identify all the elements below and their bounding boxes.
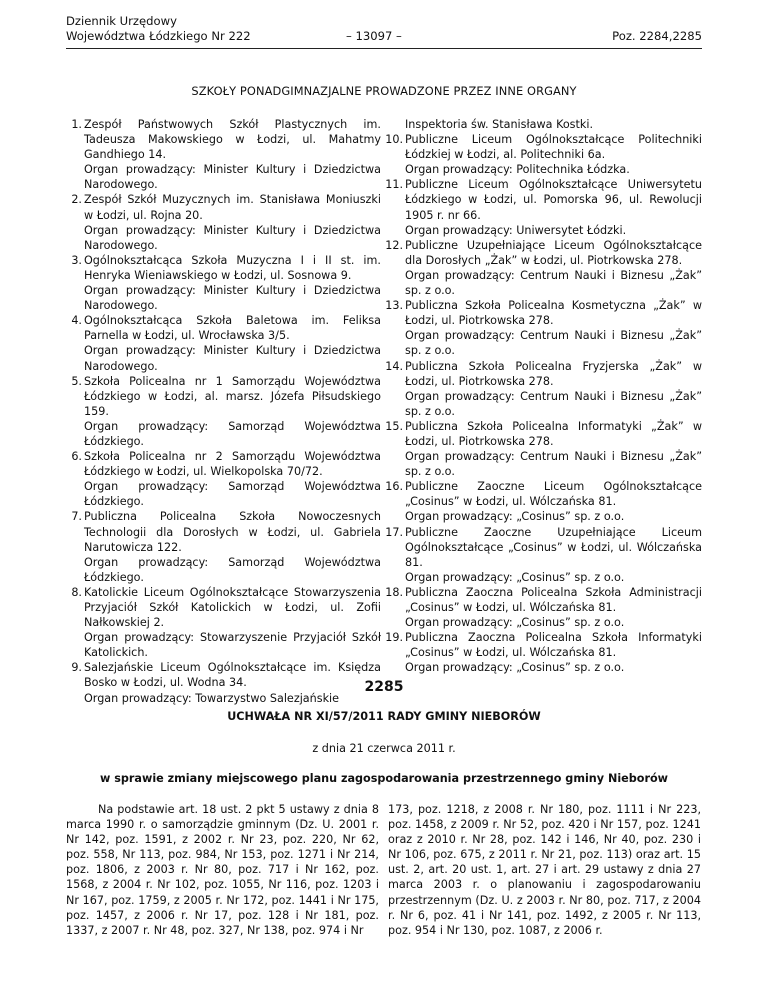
list-item-organ: Organ prowadzący: Samorząd Województwa Łódzkiego. [84,480,381,509]
list-item-organ: Organ prowadzący: Minister Kultury i Dziedzictwa Narodowego. [84,344,381,373]
list-item: 19. Publiczna Zaoczna Policealna Szkoła Informatyki „Cosinus” w Łodzi, ul. Wólczańska 81. [385,631,702,660]
act-body-left-column: Na podstawie art. 18 ust. 2 pkt 5 ustawy z dnia 8 marca 1990 r. o samorządzie gminnym (Dz. U. 2001 r. Nr 142, poz. 1591, z 2002 r. Nr 23, poz. 220, Nr 62, poz. 558, Nr 113, poz. 984, Nr 153, poz. 1271 i Nr 214, poz. 1806, z 2003 r. Nr 80, poz. 717 i Nr 162, poz. 1568, z 2004 r. Nr 102, poz. 1055, Nr 116, poz. 1203 i Nr 167, poz. 1759, z 2005 r. Nr 172, poz. 1441 i Nr 175, poz. 1457, z 2006 r. Nr 17, poz. 128 i Nr 181, poz. 1337, z 2007 r. Nr 48, poz. 327, Nr 138, poz. 974 i Nr [66,803,379,937]
list-item-organ: Organ prowadzący: Minister Kultury i Dziedzictwa Narodowego. [84,284,381,313]
journal-title-line2: Województwa Łódzkiego Nr 222 [66,29,251,43]
list-item-organ: Organ prowadzący: „Cosinus” sp. z o.o. [405,570,625,584]
act-body-right-column: 173, poz. 1218, z 2008 r. Nr 180, poz. 1111 i Nr 223, poz. 1458, z 2009 r. Nr 52, poz. 420 i Nr 157, poz. 1241 oraz z 2010 r. Nr 28, poz. 142 i 146, Nr 40, poz. 230 i Nr 106, poz. 675, z 2011 r. Nr 21, poz. 113) oraz art. 15 ust. 2, art. 20 ust. 1, art. 27 i art. 29 ustawy z dnia 27 marca 2003 r. o planowaniu i zagospodarowaniu przestrzennym (Dz. U. z 2003 r. Nr 80, poz. 717, z 2004 r. Nr 6, poz. 41 i Nr 141, poz. 1492, z 2005 r. Nr 113, poz. 954 i Nr 130, poz. 1087, z 2006 r. [388,803,701,937]
header-rule [66,48,702,49]
list-item-organ: Organ prowadzący: Samorząd Województwa Łódzkiego. [84,555,381,584]
list-item: 14. Publiczna Szkoła Policealna Fryzjerska „Żak” w Łodzi, ul. Piotrkowska 278. [385,359,702,388]
journal-title-line1: Dziennik Urzędowy [66,14,177,28]
school-list-left-column [66,117,381,706]
list-item: 9. Salezjańskie Liceum Ogólnokształcące im. Księdza Bosko w Łodzi, ul. Wodna 34. [71,661,381,690]
list-item-organ: Organ prowadzący: Uniwersytet Łódzki. [405,223,627,237]
list-item-organ: Organ prowadzący: Stowarzyszenie Przyjaciół Szkół Katolickich. [84,631,381,660]
list-item-organ: Organ prowadzący: Politechnika Łódzka. [405,163,630,177]
list-item: 8. Katolickie Liceum Ogólnokształcące Stowarzyszenia Przyjaciół Szkół Katolickich w Łodzi, ul. Zofii Nałkowskiej 2. [71,585,381,630]
list-item-organ: Organ prowadzący: Centrum Nauki i Biznesu „Żak” sp. z o.o. [405,329,702,358]
list-item-organ: Organ prowadzący: Minister Kultury i Dziedzictwa Narodowego. [84,223,381,252]
list-item: 15. Publiczna Szkoła Policealna Informatyki „Żak” w Łodzi, ul. Piotrkowska 278. [385,419,702,448]
list-item: 7. Publiczna Policealna Szkoła Nowoczesnych Technologii dla Dorosłych w Łodzi, ul. Gabriela Narutowicza 122. [71,510,381,554]
header-line2 [66,29,702,44]
list-item-organ: Organ prowadzący: Towarzystwo Salezjańskie [84,691,340,705]
list-item: 5. Szkoła Policealna nr 1 Samorządu Województwa Łódzkiego w Łodzi, al. marsz. Józefa Piłsudskiego 159. [71,374,381,418]
list-item: 6. Szkoła Policealna nr 2 Samorządu Województwa Łódzkiego w Łodzi, ul. Wielkopolska 70/72. [71,450,381,479]
list-item-organ: Organ prowadzący: „Cosinus” sp. z o.o. [405,616,625,630]
list-item-organ: Organ prowadzący: „Cosinus” sp. z o.o. [405,510,625,524]
section-title: SZKOŁY PONADGIMNAZJALNE PROWADZONE PRZEZ INNE ORGANY [191,84,577,98]
list-item: 1. Zespół Państwowych Szkół Plastycznych im. Tadeusza Makowskiego w Łodzi, ul. Mahatmy Gandhiego 14. [71,118,381,162]
list-item-continuation: Inspektoria św. Stanisława Kostki. [405,118,594,131]
list-item: 3. Ogólnokształcąca Szkoła Muzyczna I i II st. im. Henryka Wieniawskiego w Łodzi, ul. Sosnowa 9. [71,253,381,282]
list-item: 4. Ogólnokształcąca Szkoła Baletowa im. Feliksa Parnella w Łodzi, ul. Wrocławska 3/5. [71,314,381,343]
list-item: 11. Publiczne Liceum Ogólnokształcące Uniwersytetu Łódzkiego w Łodzi, ul. Pomorska 96, ul. Rewolucji 1905 r. nr 66. [385,178,702,222]
list-item-organ: Organ prowadzący: Minister Kultury i Dziedzictwa Narodowego. [84,163,381,192]
act-date: z dnia 21 czerwca 2011 r. [312,742,456,755]
act-number: 2285 [364,679,404,695]
act-body [66,802,702,987]
list-item-organ: Organ prowadzący: Centrum Nauki i Biznesu „Żak” sp. z o.o. [405,268,702,298]
list-item: 10. Publiczne Liceum Ogólnokształcące Politechniki Łódzkiej w Łodzi, al. Politechniki 6a. [385,133,702,162]
list-item-organ: Organ prowadzący: Samorząd Województwa Łódzkiego. [84,419,381,448]
act-subject: w sprawie zmiany miejscowego planu zagospodarowania przestrzennego gminy Nieborów [100,772,668,785]
list-item: 17. Publiczne Zaoczne Uzupełniające Liceum Ogólnokształcące „Cosinus” w Łodzi, ul. Wólczańska 81. [385,525,702,569]
list-item: 2. Zespół Szkół Muzycznych im. Stanisława Moniuszki w Łodzi, ul. Rojna 20. [71,193,381,222]
list-item-organ: Organ prowadzący: Centrum Nauki i Biznesu „Żak” sp. z o.o. [405,389,702,418]
list-item: 12. Publiczne Uzupełniające Liceum Ogólnokształcące dla Dorosłych „Żak” w Łodzi, ul. Piotrkowska 278. [385,238,702,267]
page-number: – 13097 – [346,29,402,43]
list-item: 16. Publiczne Zaoczne Liceum Ogólnokształcące „Cosinus” w Łodzi, ul. Wólczańska 81. [385,480,702,509]
school-list-right-column [387,117,702,675]
list-item: 13. Publiczna Szkoła Policealna Kosmetyczna „Żak” w Łodzi, ul. Piotrkowska 278. [385,299,702,328]
list-item-organ: Organ prowadzący: Centrum Nauki i Biznesu „Żak” sp. z o.o. [405,450,702,479]
list-item-organ: Organ prowadzący: „Cosinus” sp. z o.o. [405,661,625,675]
act-title: UCHWAŁA NR XI/57/2011 RADY GMINY NIEBORÓW [227,710,541,723]
list-item: 18. Publiczna Zaoczna Policealna Szkoła Administracji „Cosinus” w Łodzi, ul. Wólczańska 81. [385,585,702,614]
position-number: Poz. 2284,2285 [612,29,702,43]
